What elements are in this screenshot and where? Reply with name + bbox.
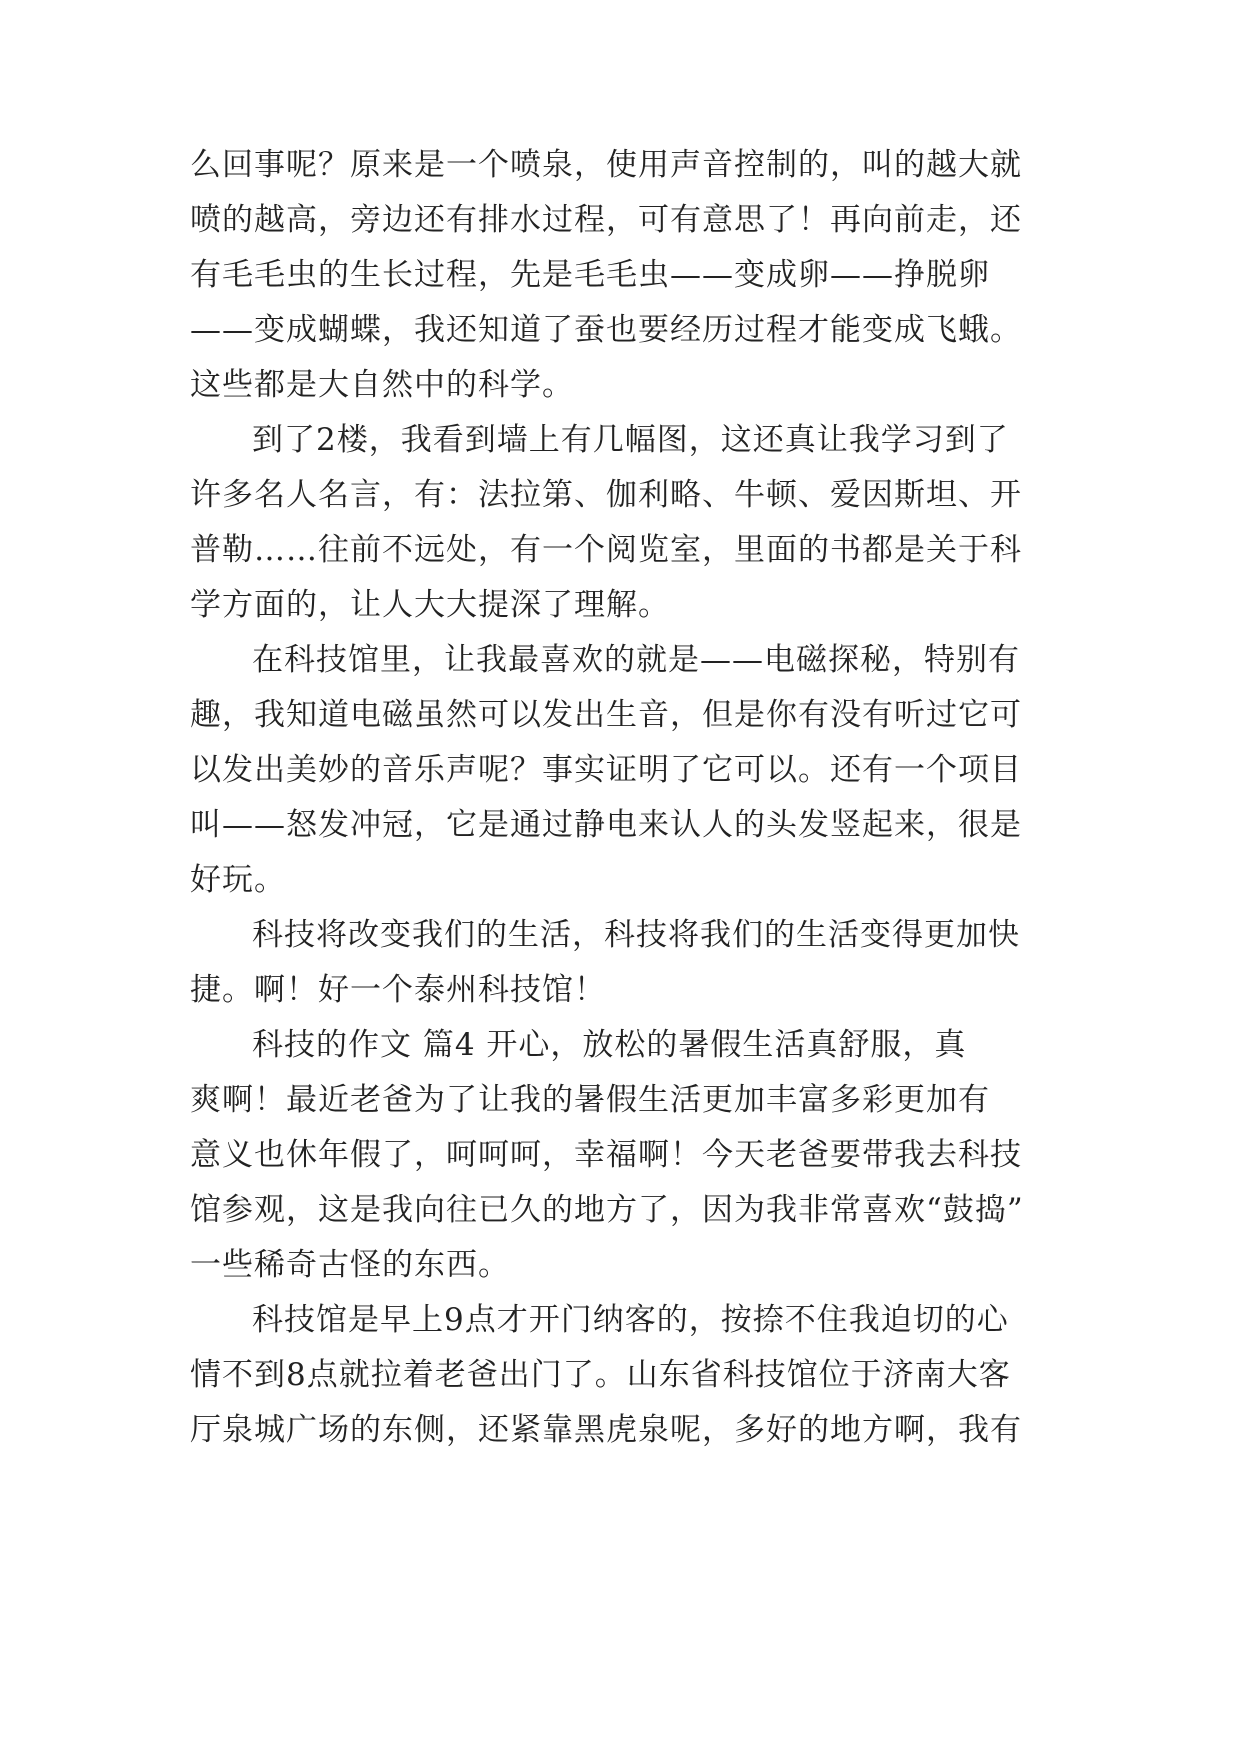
text-line: 以发出美妙的音乐声呢？事实证明了它可以。还有一个项目 (190, 752, 1022, 788)
text-line: 喷的越高，旁边还有排水过程，可有意思了！再向前走，还 (190, 202, 1022, 238)
text-line: 么回事呢？原来是一个喷泉，使用声音控制的，叫的越大就 (190, 147, 1022, 183)
text-line: 情不到8点就拉着老爸出门了。山东省科技馆位于济南大客 (190, 1357, 1011, 1393)
text-line: 捷。啊！好一个泰州科技馆！ (190, 972, 606, 1008)
text-line: 趣，我知道电磁虽然可以发出生音，但是你有没有听过它可 (190, 697, 1022, 733)
text-line: 学方面的，让人大大提深了理解。 (190, 587, 670, 623)
paragraph-first-line: 在科技馆里，让我最喜欢的就是——电磁探秘，特别有 (252, 642, 1020, 678)
text-line: 厅泉城广场的东侧，还紧靠黑虎泉呢，多好的地方啊，我有 (190, 1412, 1022, 1448)
paragraph-first-line: 科技馆是早上9点才开门纳客的，按捺不住我迫切的心 (252, 1302, 1009, 1338)
text-line: 普勒……往前不远处，有一个阅览室，里面的书都是关于科 (190, 532, 1022, 568)
text-line: 叫——怒发冲冠，它是通过静电来认人的头发竖起来，很是 (190, 807, 1022, 843)
text-line: 这些都是大自然中的科学。 (190, 367, 574, 403)
paragraph-first-line: 科技将改变我们的生活，科技将我们的生活变得更加快 (252, 917, 1020, 953)
text-line: 有毛毛虫的生长过程，先是毛毛虫——变成卵——挣脱卵 (190, 257, 990, 293)
paragraph-first-line: 到了2楼，我看到墙上有几幅图，这还真让我学习到了 (252, 422, 1009, 458)
text-line: 许多名人名言，有：法拉第、伽利略、牛顿、爱因斯坦、开 (190, 477, 1022, 513)
text-line: 一些稀奇古怪的东西。 (190, 1247, 510, 1283)
text-line: 好玩。 (190, 862, 286, 898)
text-line: ——变成蝴蝶，我还知道了蚕也要经历过程才能变成飞蛾。 (190, 312, 1022, 348)
section-heading-line: 科技的作文 篇4 开心，放松的暑假生活真舒服，真 (252, 1027, 967, 1063)
text-line: 意义也休年假了，呵呵呵，幸福啊！今天老爸要带我去科技 (190, 1137, 1022, 1173)
text-line: 馆参观，这是我向往已久的地方了，因为我非常喜欢“鼓捣” (190, 1192, 1024, 1228)
text-line: 爽啊！最近老爸为了让我的暑假生活更加丰富多彩更加有 (190, 1082, 990, 1118)
